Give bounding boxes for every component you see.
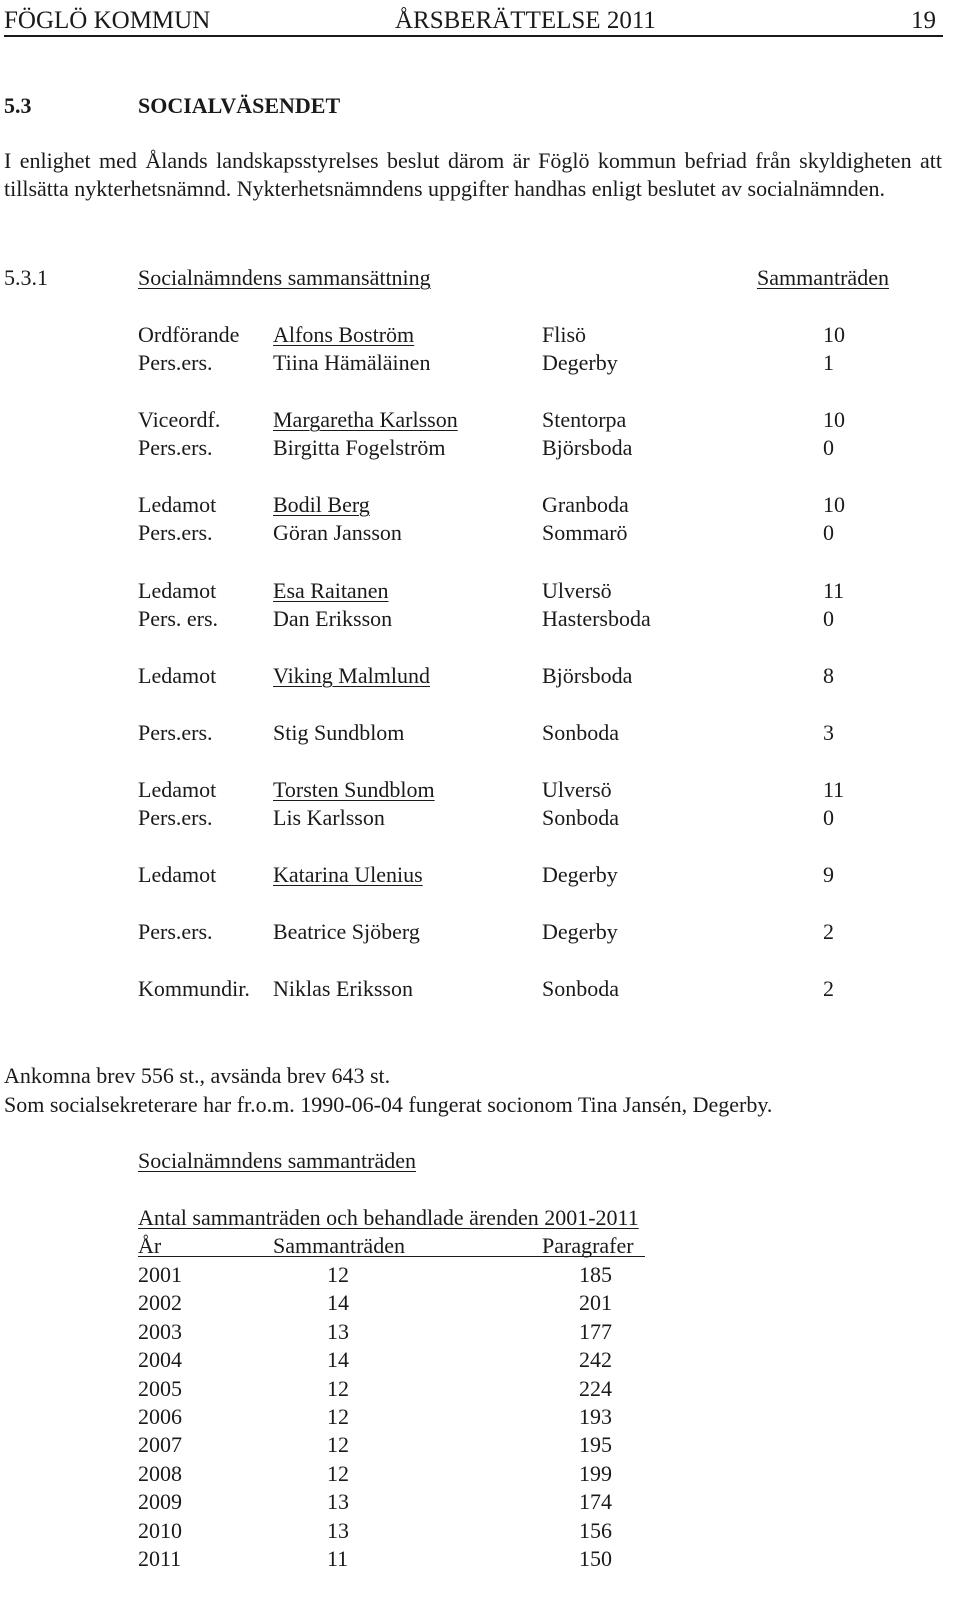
stats-paragraphs: 224 (579, 1375, 612, 1401)
member-name: Katarina Ulenius (273, 862, 423, 887)
member-role: Viceordf. (138, 407, 221, 432)
member-meeting-count: 2 (823, 919, 834, 944)
member-meeting-count: 11 (823, 578, 845, 603)
member-role: Pers.ers. (138, 435, 213, 460)
stats-year: 2003 (138, 1318, 182, 1344)
stats-paragraphs: 150 (579, 1546, 612, 1571)
member-role: Pers.ers. (138, 720, 213, 745)
member-meeting-count: 0 (823, 805, 834, 830)
member-name: Torsten Sundblom (273, 777, 435, 802)
member-name: Tiina Hämäläinen (273, 350, 431, 375)
secretary-note: Som socialsekreterare har fr.o.m. 1990-06-04 fungerat socionom Tina Jansén, Degerby. (4, 1092, 773, 1117)
stats-col-year: År (138, 1233, 162, 1258)
member-role: Ledamot (138, 492, 217, 517)
section-title: SOCIALVÄSENDET (138, 93, 341, 118)
stats-year: 2010 (138, 1517, 182, 1543)
stats-meetings: 12 (327, 1262, 349, 1287)
stats-header-underline (138, 1256, 645, 1257)
stats-meetings: 13 (327, 1489, 349, 1515)
member-place: Degerby (542, 919, 618, 944)
stats-paragraphs: 156 (579, 1517, 612, 1543)
stats-paragraphs: 199 (579, 1460, 612, 1486)
stats-year: 2006 (138, 1404, 182, 1429)
stats-paragraphs: 201 (579, 1290, 612, 1316)
stats-col-meetings: Sammanträden (273, 1233, 405, 1258)
stats-meetings: 14 (327, 1347, 349, 1373)
member-place: Degerby (542, 350, 618, 375)
member-role: Pers.ers. (138, 520, 213, 545)
member-place: Ulversö (542, 777, 612, 802)
meetings-column-header: Sammanträden (757, 265, 889, 290)
header-left: FÖGLÖ KOMMUN (4, 7, 211, 34)
stats-year: 2001 (138, 1262, 182, 1287)
stats-year: 2005 (138, 1375, 182, 1401)
member-meeting-count: 3 (823, 720, 834, 745)
member-place: Degerby (542, 862, 618, 887)
member-place: Ulversö (542, 578, 612, 603)
member-meeting-count: 8 (823, 663, 834, 688)
stats-year: 2008 (138, 1460, 182, 1486)
member-meeting-count: 0 (823, 435, 834, 460)
subsection-title: Socialnämndens sammansättning (138, 265, 431, 290)
member-name: Margaretha Karlsson (273, 407, 458, 432)
member-name: Bodil Berg (273, 492, 370, 517)
stats-year: 2007 (138, 1432, 182, 1458)
member-place: Sommarö (542, 520, 628, 545)
subsection-number: 5.3.1 (4, 265, 48, 290)
member-name: Lis Karlsson (273, 805, 385, 830)
intro-paragraph: I enlighet med Ålands landskapsstyrelses beslut därom är Föglö kommun befriad från skyldigheten att tillsätta nykterhetsnämnd. Nykterhetsnämndens uppgifter handhas enligt beslutet av socialnämnden. (4, 148, 942, 201)
member-role: Pers. ers. (138, 606, 219, 631)
stats-table-title: Antal sammanträden och behandlade ärenden 2001-2011 (138, 1205, 639, 1230)
member-name: Göran Jansson (273, 520, 402, 545)
member-name: Stig Sundblom (273, 720, 405, 745)
stats-meetings: 12 (327, 1432, 349, 1458)
stats-year: 2009 (138, 1489, 182, 1515)
member-place: Björsboda (542, 663, 633, 688)
header-rule (4, 35, 943, 37)
letters-note: Ankomna brev 556 st., avsända brev 643 st. (4, 1063, 391, 1088)
member-name: Viking Malmlund (273, 663, 430, 688)
stats-meetings: 13 (327, 1517, 349, 1543)
stats-year: 2002 (138, 1290, 182, 1316)
member-role: Ledamot (138, 578, 217, 603)
member-role: Kommundir. (138, 976, 250, 1001)
member-role: Pers.ers. (138, 350, 213, 375)
stats-meetings: 12 (327, 1460, 349, 1486)
stats-meetings: 12 (327, 1404, 349, 1429)
stats-paragraphs: 177 (579, 1318, 612, 1344)
meetings-heading: Socialnämndens sammanträden (138, 1148, 416, 1173)
member-place: Sonboda (542, 805, 619, 830)
stats-meetings: 12 (327, 1375, 349, 1401)
member-role: Pers.ers. (138, 805, 213, 830)
member-place: Sonboda (542, 720, 619, 745)
member-place: Sonboda (542, 976, 619, 1001)
stats-meetings: 13 (327, 1318, 349, 1344)
stats-col-paragraphs: Paragrafer (542, 1233, 634, 1258)
stats-paragraphs: 193 (579, 1404, 612, 1429)
member-place: Stentorpa (542, 407, 627, 432)
member-name: Esa Raitanen (273, 578, 389, 603)
member-name: Beatrice Sjöberg (273, 919, 420, 944)
member-meeting-count: 9 (823, 862, 834, 887)
stats-meetings: 14 (327, 1290, 349, 1316)
page-number: 19 (911, 7, 936, 34)
member-place: Granboda (542, 492, 629, 517)
member-role: Ordförande (138, 322, 240, 347)
member-place: Flisö (542, 322, 587, 347)
member-place: Björsboda (542, 435, 633, 460)
stats-paragraphs: 242 (579, 1347, 612, 1373)
stats-paragraphs: 174 (579, 1489, 612, 1515)
stats-year: 2004 (138, 1347, 182, 1373)
member-name: Birgitta Fogelström (273, 435, 446, 460)
member-role: Ledamot (138, 663, 217, 688)
stats-meetings: 11 (327, 1546, 349, 1571)
header-title: ÅRSBERÄTTELSE 2011 (395, 7, 656, 34)
member-meeting-count: 10 (823, 492, 845, 517)
member-role: Pers.ers. (138, 919, 213, 944)
member-place: Hastersboda (542, 606, 651, 631)
member-name: Alfons Boström (273, 322, 415, 347)
member-meeting-count: 1 (823, 350, 834, 375)
stats-paragraphs: 195 (579, 1432, 612, 1458)
member-meeting-count: 0 (823, 606, 834, 631)
stats-paragraphs: 185 (579, 1262, 612, 1287)
member-meeting-count: 10 (823, 322, 845, 347)
member-meeting-count: 0 (823, 520, 834, 545)
member-role: Ledamot (138, 862, 217, 887)
member-meeting-count: 11 (823, 777, 845, 802)
stats-year: 2011 (138, 1546, 182, 1571)
member-name: Niklas Eriksson (273, 976, 413, 1001)
member-meeting-count: 2 (823, 976, 834, 1001)
member-meeting-count: 10 (823, 407, 845, 432)
section-number: 5.3 (4, 93, 32, 118)
member-name: Dan Eriksson (273, 606, 393, 631)
member-role: Ledamot (138, 777, 217, 802)
